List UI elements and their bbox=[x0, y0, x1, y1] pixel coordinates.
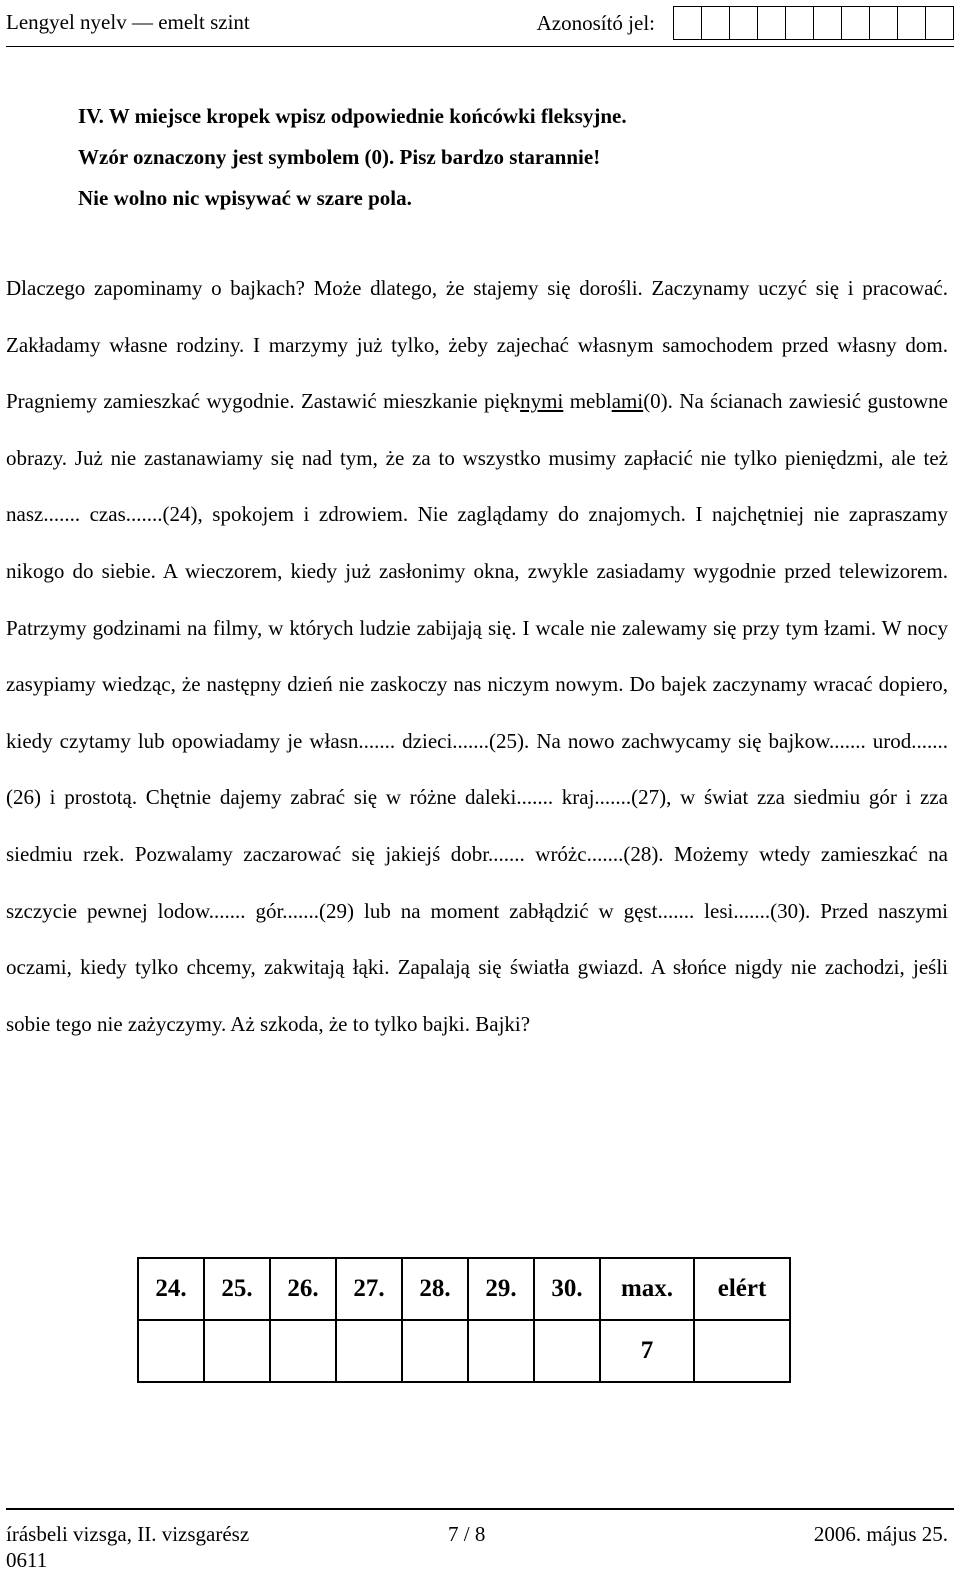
footer-divider bbox=[6, 1508, 954, 1510]
exam-title: Lengyel nyelv — emelt szint bbox=[6, 10, 250, 34]
id-box[interactable] bbox=[814, 6, 842, 40]
footer-date: 2006. május 25. bbox=[813, 1522, 948, 1546]
footer-page-number: 7 / 8 bbox=[448, 1522, 486, 1546]
score-header: 25. bbox=[204, 1258, 270, 1320]
id-box[interactable] bbox=[926, 6, 954, 40]
id-boxes bbox=[673, 6, 954, 40]
score-cell[interactable] bbox=[468, 1320, 534, 1382]
score-cell[interactable] bbox=[534, 1320, 600, 1382]
id-box[interactable] bbox=[702, 6, 730, 40]
id-box[interactable] bbox=[870, 6, 898, 40]
text-segment: Dlaczego zapominamy o bajkach? Może dlatego, że stajemy się dorośli. Zaczynamy uczyć się i pracować. Zakładamy własne rodziny. I marzymy już tylko, żeby zajechać własnym samochodem przed własny dom. Pragniemy zamieszkać wygodnie. Zastawić mieszkanie pięk bbox=[6, 276, 948, 414]
example-ending: ami bbox=[611, 389, 644, 414]
score-header: 27. bbox=[336, 1258, 402, 1320]
score-cell[interactable] bbox=[336, 1320, 402, 1382]
score-value-row bbox=[138, 1320, 790, 1382]
footer-exam-part: írásbeli vizsga, II. vizsgarész bbox=[6, 1522, 250, 1546]
score-cell[interactable] bbox=[270, 1320, 336, 1382]
header-divider bbox=[6, 46, 954, 47]
score-header: 29. bbox=[468, 1258, 534, 1320]
score-header: 26. bbox=[270, 1258, 336, 1320]
id-box[interactable] bbox=[898, 6, 926, 40]
score-cell[interactable] bbox=[204, 1320, 270, 1382]
id-box[interactable] bbox=[758, 6, 786, 40]
id-box[interactable] bbox=[674, 6, 702, 40]
score-achieved-cell[interactable] bbox=[694, 1320, 790, 1382]
instruction-line: Nie wolno nic wpisywać w szare pola. bbox=[78, 186, 412, 210]
id-box[interactable] bbox=[786, 6, 814, 40]
footer-code: 0611 bbox=[6, 1548, 48, 1572]
instruction-line: IV. W miejsce kropek wpisz odpowiednie końcówki fleksyjne. bbox=[78, 104, 627, 128]
task-instructions bbox=[78, 96, 627, 219]
score-table bbox=[137, 1257, 791, 1383]
instruction-line: Wzór oznaczony jest symbolem (0). Pisz bardzo starannie! bbox=[78, 145, 601, 169]
example-ending: nymi bbox=[520, 389, 564, 414]
exercise-text bbox=[6, 260, 948, 1052]
id-box[interactable] bbox=[842, 6, 870, 40]
score-header-achieved: elért bbox=[694, 1258, 790, 1320]
score-header: 24. bbox=[138, 1258, 204, 1320]
score-header: 30. bbox=[534, 1258, 600, 1320]
text-segment: (0). Na ścianach zawiesić gustowne obrazy. Już nie zastanawiamy się nad tym, że za to wszystko musimy zapłacić nie tylko pieniędzmi, ale też nasz....... czas.......(24), spokojem i zdrowiem. Nie zaglądamy do znajomych. I najchętniej nie zapraszamy nikogo do siebie. A wieczorem, kiedy już zasłonimy okna, zwykle zasiadamy wygodnie przed telewizorem. Patrzymy godzinami na filmy, w których ludzie zabijają się. I wcale nie zalewamy się przy tym łzami. W nocy zasypiamy wiedząc, że następny dzień nie zaskoczy nas niczym nowym. Do bajek zaczynamy wracać dopiero, kiedy czytamy lub opowiadamy je własn....... dzieci.......(25). Na nowo zachwycamy się bajkow....... urod.......(26) i prostotą. Chętnie dajemy zabrać się w różne daleki....... kraj.......(27), w świat zza siedmiu gór i zza siedmiu rzek. Pozwalamy zaczarować się jakiejś dobr....... wróżc.......(28). Możemy wtedy zamieszkać na szczycie pewnej lodow....... gór.......(29) lub na moment zabłądzić w gęst....... lesi.......(30). Przed naszymi oczami, kiedy tylko chcemy, zakwitają łąki. Zapalają się światła gwiazd. A słońce nigdy nie zachodzi, jeśli sobie tego nie zażyczymy. Aż szkoda, że to tylko bajki. Bajki? bbox=[6, 389, 949, 1036]
page-header bbox=[6, 6, 954, 42]
score-max-value: 7 bbox=[600, 1320, 694, 1382]
score-header: 28. bbox=[402, 1258, 468, 1320]
id-label: Azonosító jel: bbox=[536, 10, 655, 35]
score-header-max: max. bbox=[600, 1258, 694, 1320]
id-area bbox=[537, 6, 954, 40]
score-cell[interactable] bbox=[402, 1320, 468, 1382]
score-cell[interactable] bbox=[138, 1320, 204, 1382]
id-box[interactable] bbox=[730, 6, 758, 40]
text-segment: mebl bbox=[563, 389, 612, 414]
score-header-row bbox=[138, 1258, 790, 1320]
text-paragraph bbox=[6, 260, 948, 1052]
